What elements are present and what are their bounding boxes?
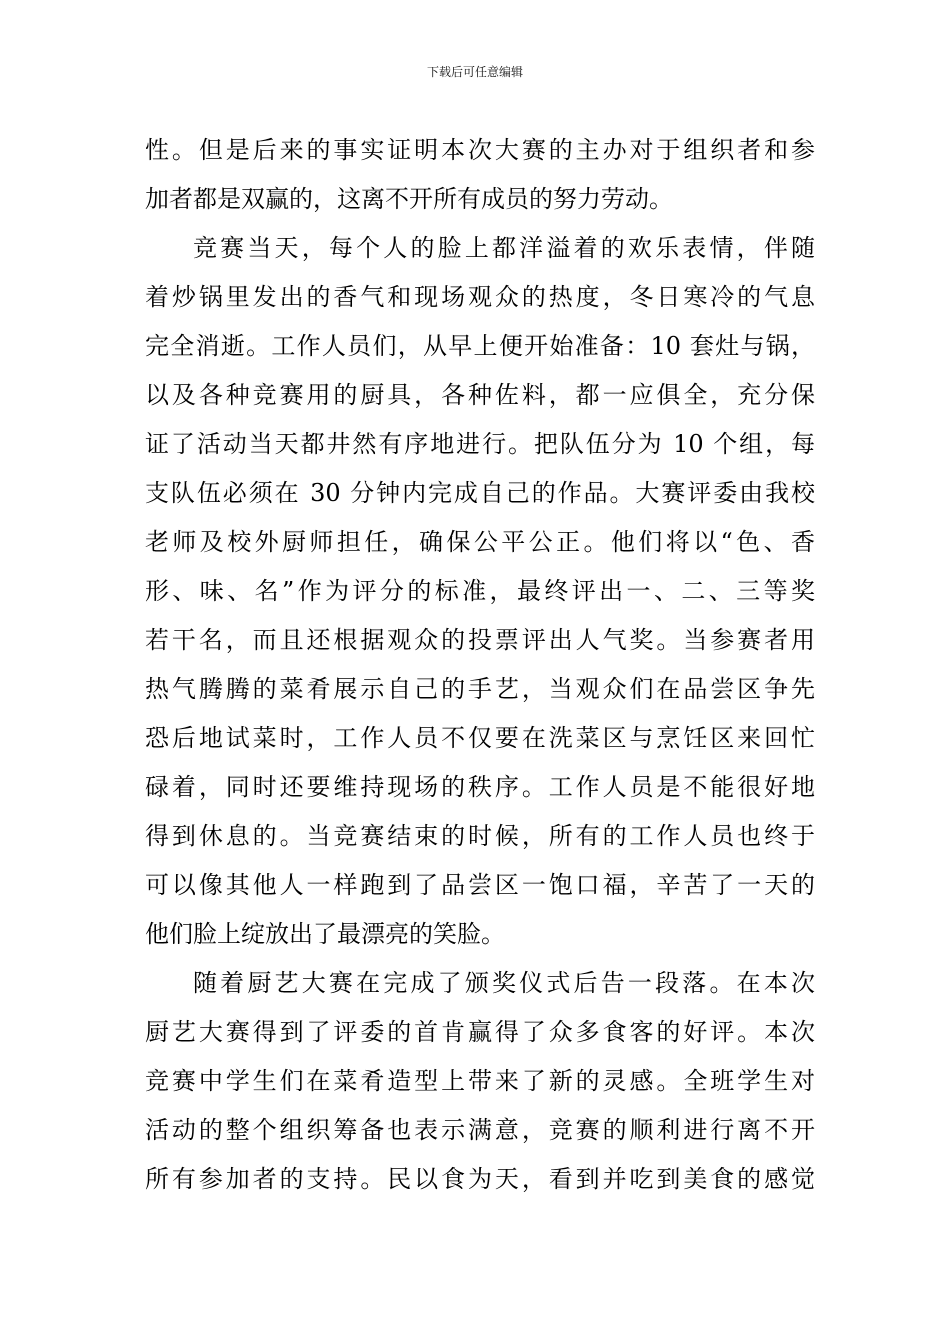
text-line: 老师及校外厨师担任，确保公平公正。他们将以“色、香 <box>145 528 815 556</box>
text-line: 可以像其他人一样跑到了品尝区一饱口福，辛苦了一天的 <box>145 871 815 899</box>
text-line: 热气腾腾的菜肴展示自己的手艺，当观众们在品尝区争先 <box>145 675 815 703</box>
paragraph <box>145 126 815 224</box>
text-line: 活动的整个组织筹备也表示满意，竞赛的顺利进行离不开 <box>145 1116 815 1144</box>
paragraph <box>145 224 815 959</box>
text-line: 所有参加者的支持。民以食为天，看到并吃到美食的感觉 <box>145 1165 815 1193</box>
text-line: 碌着，同时还要维持现场的秩序。工作人员是不能很好地 <box>145 773 815 801</box>
text-line: 竞赛中学生们在菜肴造型上带来了新的灵感。全班学生对 <box>145 1067 815 1095</box>
text-line: 性。但是后来的事实证明本次大赛的主办对于组织者和参 <box>145 136 815 164</box>
text-line: 加者都是双赢的，这离不开所有成员的努力劳动。 <box>145 185 673 213</box>
text-line: 形、味、名”作为评分的标准，最终评出一、二、三等奖 <box>145 577 815 605</box>
text-line: 竞赛当天，每个人的脸上都洋溢着的欢乐表情，伴随 <box>193 234 815 262</box>
text-line: 他们脸上绽放出了最漂亮的笑脸。 <box>145 920 505 948</box>
text-line: 恐后地试菜时，工作人员不仅要在洗菜区与烹饪区来回忙 <box>145 724 815 752</box>
text-line: 以及各种竞赛用的厨具，各种佐料，都一应俱全，充分保 <box>145 381 815 409</box>
text-line: 得到休息的。当竞赛结束的时候，所有的工作人员也终于 <box>145 822 815 850</box>
text-line: 支队伍必须在 30 分钟内完成自己的作品。大赛评委由我校 <box>145 479 815 507</box>
text-line: 随着厨艺大赛在完成了颁奖仪式后告一段落。在本次 <box>193 969 815 997</box>
paragraph <box>145 959 815 1204</box>
document-body <box>145 126 815 1204</box>
text-line: 厨艺大赛得到了评委的首肯赢得了众多食客的好评。本次 <box>145 1018 815 1046</box>
text-line: 着炒锅里发出的香气和现场观众的热度，冬日寒冷的气息 <box>145 283 815 311</box>
text-line: 若干名，而且还根据观众的投票评出人气奖。当参赛者用 <box>145 626 815 654</box>
page-header: 下载后可任意编辑 <box>426 65 523 79</box>
text-line: 完全消逝。工作人员们，从早上便开始准备：10 套灶与锅， <box>145 332 815 360</box>
text-line: 证了活动当天都井然有序地进行。把队伍分为 10 个组，每 <box>145 430 815 458</box>
